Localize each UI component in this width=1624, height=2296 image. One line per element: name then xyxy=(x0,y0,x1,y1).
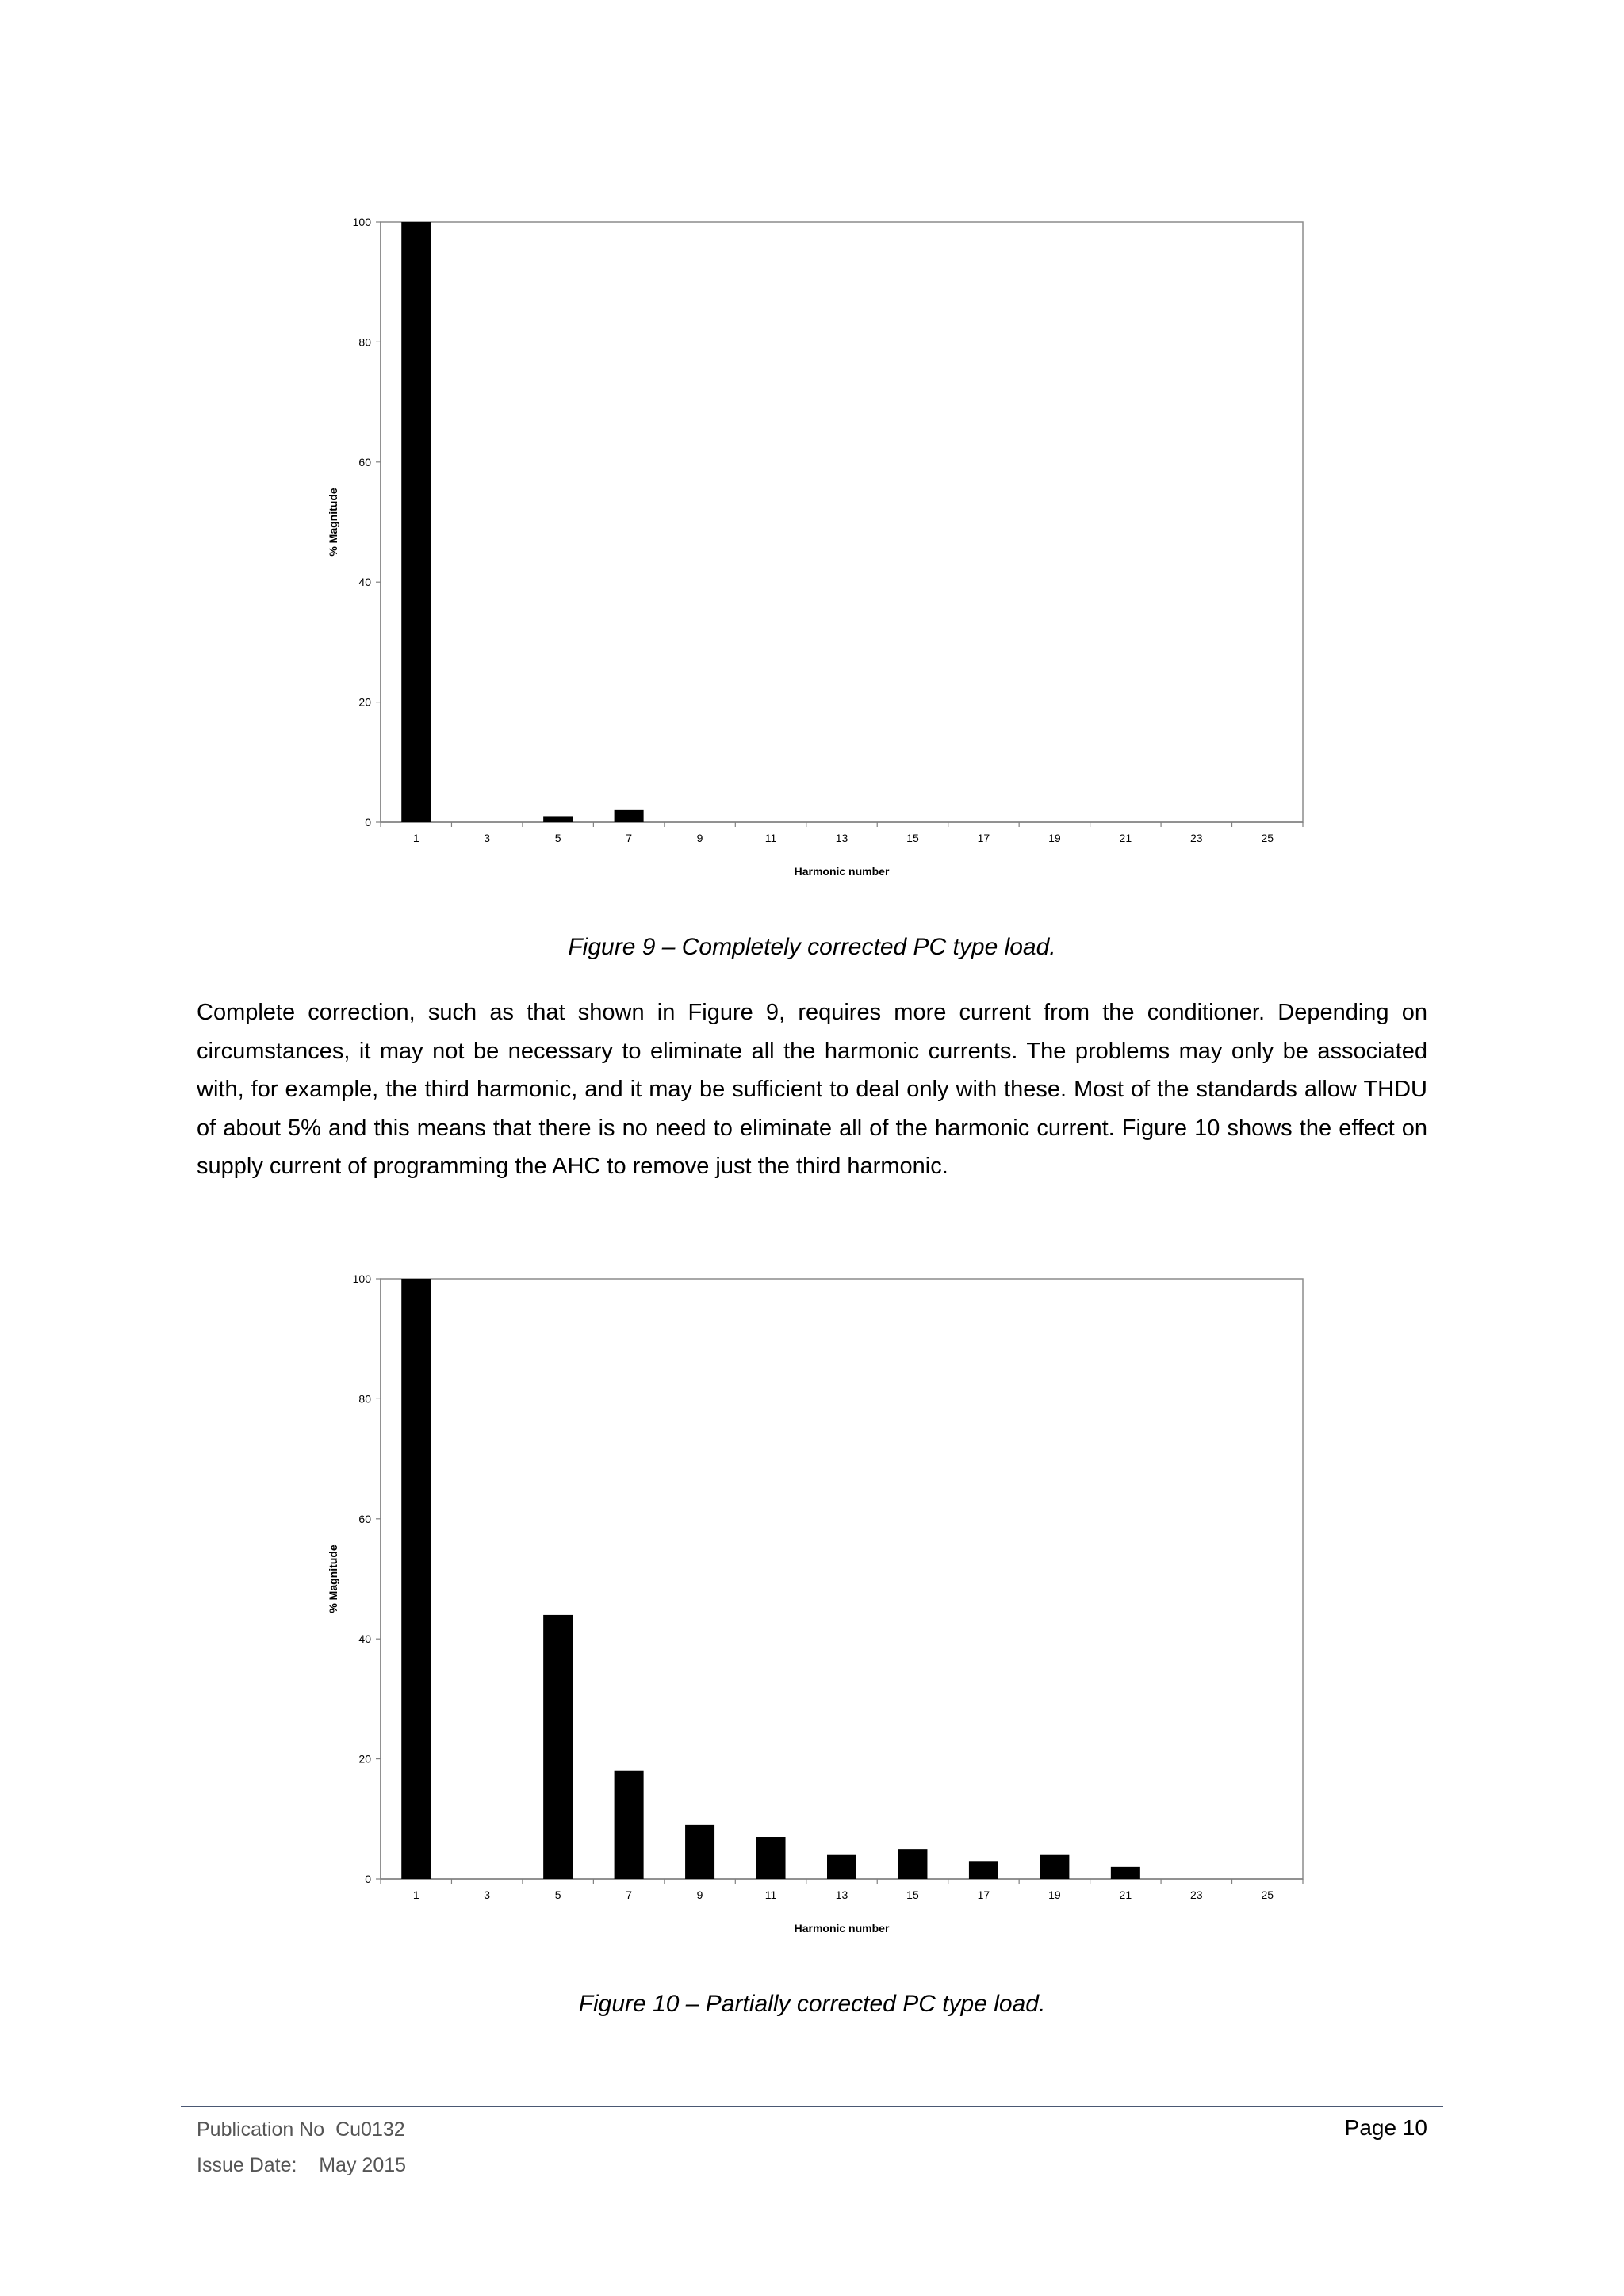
y-tick-label: 20 xyxy=(358,695,371,709)
x-tick-label: 21 xyxy=(1119,832,1132,844)
x-tick-label: 3 xyxy=(484,1888,491,1901)
footer-divider xyxy=(181,2106,1443,2107)
bar-harmonic-1 xyxy=(401,1279,431,1879)
x-tick-label: 7 xyxy=(626,832,633,844)
x-tick-label: 19 xyxy=(1048,1888,1061,1901)
bar-harmonic-5 xyxy=(543,816,573,822)
bar-harmonic-13 xyxy=(827,1855,856,1879)
x-tick-label: 19 xyxy=(1048,832,1061,844)
y-tick-label: 40 xyxy=(358,576,371,589)
figure-10-chart xyxy=(317,1263,1316,1945)
plot-frame xyxy=(381,1279,1303,1879)
body-paragraph: Complete correction, such as that shown in Figure 9, requires more current from the conditioner. Depending on circumstances, it may not be necessary to eliminate all the harmonic currents. The problems may only be associated with, for example, the third harmonic, and it may be sufficient to deal only with these. Most of the standards allow THDU of about 5% and this means that there is no need to eliminate all of the harmonic current. Figure 10 shows the effect on supply current of programming the AHC to remove just the third harmonic. xyxy=(197,1000,1427,1179)
x-tick-label: 1 xyxy=(412,832,419,844)
plot-frame xyxy=(381,222,1303,822)
x-tick-label: 13 xyxy=(835,1888,848,1901)
x-tick-label: 15 xyxy=(906,832,919,844)
y-tick-label: 20 xyxy=(358,1752,371,1766)
y-tick-label: 100 xyxy=(352,216,371,228)
bar-harmonic-7 xyxy=(615,810,644,822)
y-tick-label: 0 xyxy=(365,816,371,828)
bar-harmonic-1 xyxy=(401,222,431,822)
x-tick-label: 3 xyxy=(484,832,491,844)
page-number: Page 10 xyxy=(1344,2115,1427,2140)
figure-10-chart-svg xyxy=(317,1263,1316,1945)
x-tick-label: 11 xyxy=(764,832,777,844)
bar-harmonic-9 xyxy=(685,1825,714,1879)
x-axis-title: Harmonic number xyxy=(794,1922,890,1934)
bar-harmonic-17 xyxy=(969,1861,998,1879)
bar-harmonic-5 xyxy=(543,1615,573,1879)
y-tick-label: 100 xyxy=(352,1272,371,1285)
y-tick-label: 40 xyxy=(358,1632,371,1646)
x-tick-label: 17 xyxy=(977,1888,990,1901)
x-tick-label: 9 xyxy=(696,832,703,844)
figure-9-chart xyxy=(317,206,1316,888)
x-tick-label: 5 xyxy=(554,1888,561,1901)
bar-harmonic-19 xyxy=(1040,1855,1069,1879)
x-tick-label: 9 xyxy=(696,1888,703,1901)
x-tick-label: 5 xyxy=(554,832,561,844)
y-tick-label: 80 xyxy=(358,1392,371,1406)
x-tick-label: 25 xyxy=(1261,832,1274,844)
bar-harmonic-21 xyxy=(1111,1867,1140,1879)
x-tick-label: 23 xyxy=(1190,832,1203,844)
y-axis-title: % Magnitude xyxy=(327,1544,339,1613)
issue-date: Issue Date: May 2015 xyxy=(197,2154,407,2176)
y-tick-label: 60 xyxy=(358,1512,371,1525)
figure-10-caption: Figure 10 – Partially corrected PC type load. xyxy=(578,1991,1046,2017)
x-tick-label: 25 xyxy=(1261,1888,1274,1901)
x-tick-label: 7 xyxy=(626,1888,633,1901)
publication-number: Publication No Cu0132 xyxy=(197,2118,405,2141)
figure-9-caption: Figure 9 – Completely corrected PC type load. xyxy=(568,934,1056,960)
bar-harmonic-15 xyxy=(898,1849,927,1879)
figure-9-chart-svg xyxy=(317,206,1316,888)
x-tick-label: 15 xyxy=(906,1888,919,1901)
x-tick-label: 21 xyxy=(1119,1888,1132,1901)
bar-harmonic-7 xyxy=(615,1771,644,1879)
y-tick-label: 60 xyxy=(358,455,371,469)
x-tick-label: 17 xyxy=(977,832,990,844)
y-tick-label: 80 xyxy=(358,335,371,349)
x-tick-label: 23 xyxy=(1190,1888,1203,1901)
y-tick-label: 0 xyxy=(365,1873,371,1885)
x-tick-label: 13 xyxy=(835,832,848,844)
x-tick-label: 1 xyxy=(412,1888,419,1901)
x-axis-title: Harmonic number xyxy=(794,865,890,878)
bar-harmonic-11 xyxy=(756,1837,786,1879)
y-axis-title: % Magnitude xyxy=(327,488,339,557)
x-tick-label: 11 xyxy=(764,1888,777,1901)
